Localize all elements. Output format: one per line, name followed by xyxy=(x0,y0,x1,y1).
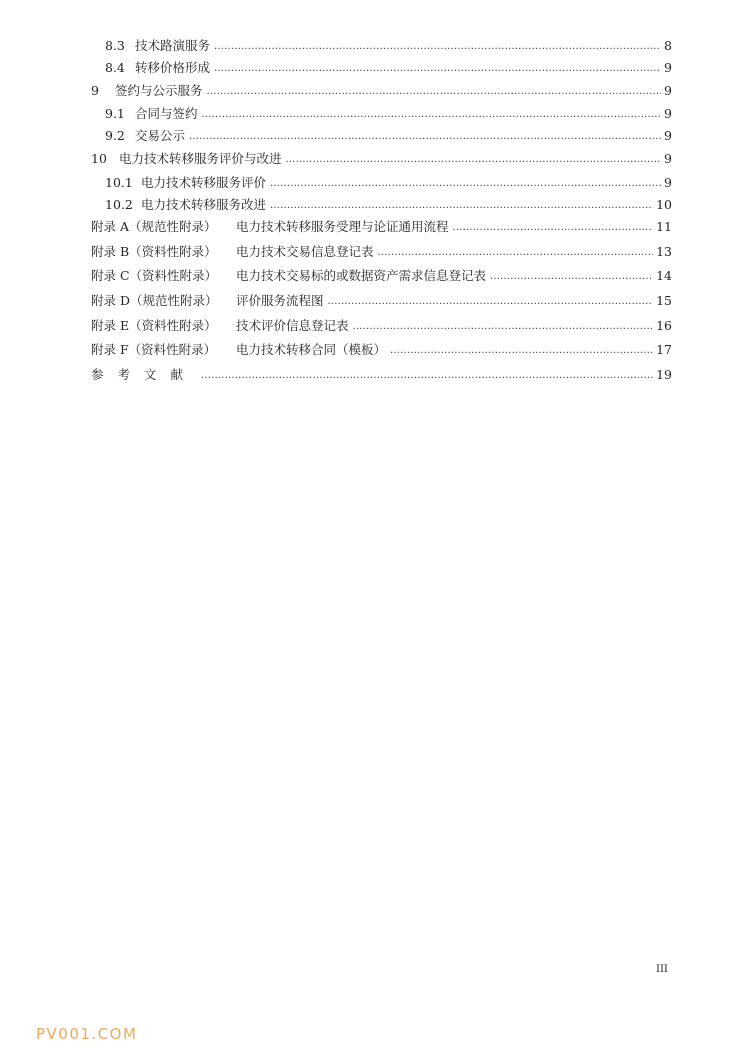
toc-title: 交易公示 xyxy=(135,128,186,143)
watermark-text: PV001.COM xyxy=(36,1025,138,1043)
toc-page-number: 15 xyxy=(656,293,672,308)
toc-entry-10-1[interactable] xyxy=(105,175,672,193)
toc-page-number: 8 xyxy=(664,38,672,53)
toc-references[interactable] xyxy=(91,367,672,385)
toc-title: 转移价格形成 xyxy=(135,60,211,75)
toc-number: 9 xyxy=(91,83,99,98)
toc-title: 电力技术转移合同（模板） xyxy=(236,342,387,357)
toc-leader-dots xyxy=(453,218,654,236)
appendix-label: 附录 B（资料性附录） xyxy=(91,244,217,259)
toc-page-number: 14 xyxy=(656,268,672,283)
toc-title: 签约与公示服务 xyxy=(115,83,203,98)
toc-title: 合同与签约 xyxy=(135,106,198,121)
toc-page-number: 19 xyxy=(656,367,672,382)
toc-title: 电力技术转移服务评价 xyxy=(141,175,267,190)
toc-number: 8.3 xyxy=(105,38,125,53)
toc-entry-9-2[interactable] xyxy=(105,128,672,146)
toc-entry-10[interactable] xyxy=(91,151,672,169)
appendix-label: 附录 C（资料性附录） xyxy=(91,268,218,283)
toc-page-number: 9 xyxy=(664,128,672,143)
toc-page-number: 10 xyxy=(656,197,672,212)
references-title: 参考文献 xyxy=(91,367,198,382)
toc-appendix-f[interactable] xyxy=(91,342,672,360)
toc-page-number: 9 xyxy=(664,83,672,98)
toc-title: 技术路演服务 xyxy=(135,38,211,53)
toc-leader-dots xyxy=(328,292,654,310)
toc-page-number: 9 xyxy=(664,106,672,121)
page-number: III xyxy=(656,964,668,975)
toc-leader-dots xyxy=(270,174,661,192)
toc-title: 电力技术转移服务改进 xyxy=(141,197,267,212)
toc-appendix-e[interactable] xyxy=(91,318,672,336)
toc-number: 8.4 xyxy=(105,60,125,75)
toc-page-number: 11 xyxy=(656,219,672,234)
appendix-label: 附录 A（规范性附录） xyxy=(91,219,217,234)
toc-leader-dots xyxy=(286,150,662,168)
toc-title: 技术评价信息登记表 xyxy=(236,318,349,333)
toc-title: 电力技术交易信息登记表 xyxy=(236,244,374,259)
appendix-label: 附录 E（资料性附录） xyxy=(91,318,217,333)
toc-entry-8-4[interactable] xyxy=(105,60,672,78)
appendix-label: 附录 D（规范性附录） xyxy=(91,293,218,308)
toc-leader-dots xyxy=(214,37,661,55)
toc-leader-dots xyxy=(201,366,653,384)
toc-number: 9.1 xyxy=(105,106,125,121)
toc-leader-dots xyxy=(490,267,653,285)
toc-entry-10-2[interactable] xyxy=(105,197,672,215)
toc-appendix-d[interactable] xyxy=(91,293,672,311)
toc-appendix-c[interactable] xyxy=(91,268,672,286)
toc-leader-dots xyxy=(214,59,661,77)
toc-leader-dots xyxy=(390,341,653,359)
toc-leader-dots xyxy=(353,317,654,335)
toc-entry-9-1[interactable] xyxy=(105,106,672,124)
toc-title: 电力技术转移服务受理与论证通用流程 xyxy=(236,219,449,234)
toc-title: 电力技术转移服务评价与改进 xyxy=(119,151,282,166)
toc-leader-dots xyxy=(378,243,654,261)
toc-page-number: 9 xyxy=(664,60,672,75)
toc-appendix-b[interactable] xyxy=(91,244,672,262)
toc-number: 10.1 xyxy=(105,175,133,190)
toc-page-number: 13 xyxy=(656,244,672,259)
toc-leader-dots xyxy=(189,127,661,145)
toc-title: 电力技术交易标的或数据资产需求信息登记表 xyxy=(236,268,487,283)
toc-page-number: 9 xyxy=(664,175,672,190)
toc-entry-8-3[interactable] xyxy=(105,38,672,56)
toc-entry-9[interactable] xyxy=(91,83,672,101)
toc-leader-dots xyxy=(270,196,653,214)
toc-number: 10 xyxy=(91,151,107,166)
toc-appendix-a[interactable] xyxy=(91,219,672,237)
toc-number: 9.2 xyxy=(105,128,125,143)
appendix-label: 附录 F（资料性附录） xyxy=(91,342,217,357)
toc-title: 评价服务流程图 xyxy=(236,293,324,308)
toc-page-number: 16 xyxy=(656,318,672,333)
toc-leader-dots xyxy=(202,105,662,123)
toc-page-number: 9 xyxy=(664,151,672,166)
toc-page-number: 17 xyxy=(656,342,672,357)
toc-number: 10.2 xyxy=(105,197,133,212)
toc-leader-dots xyxy=(207,82,662,100)
